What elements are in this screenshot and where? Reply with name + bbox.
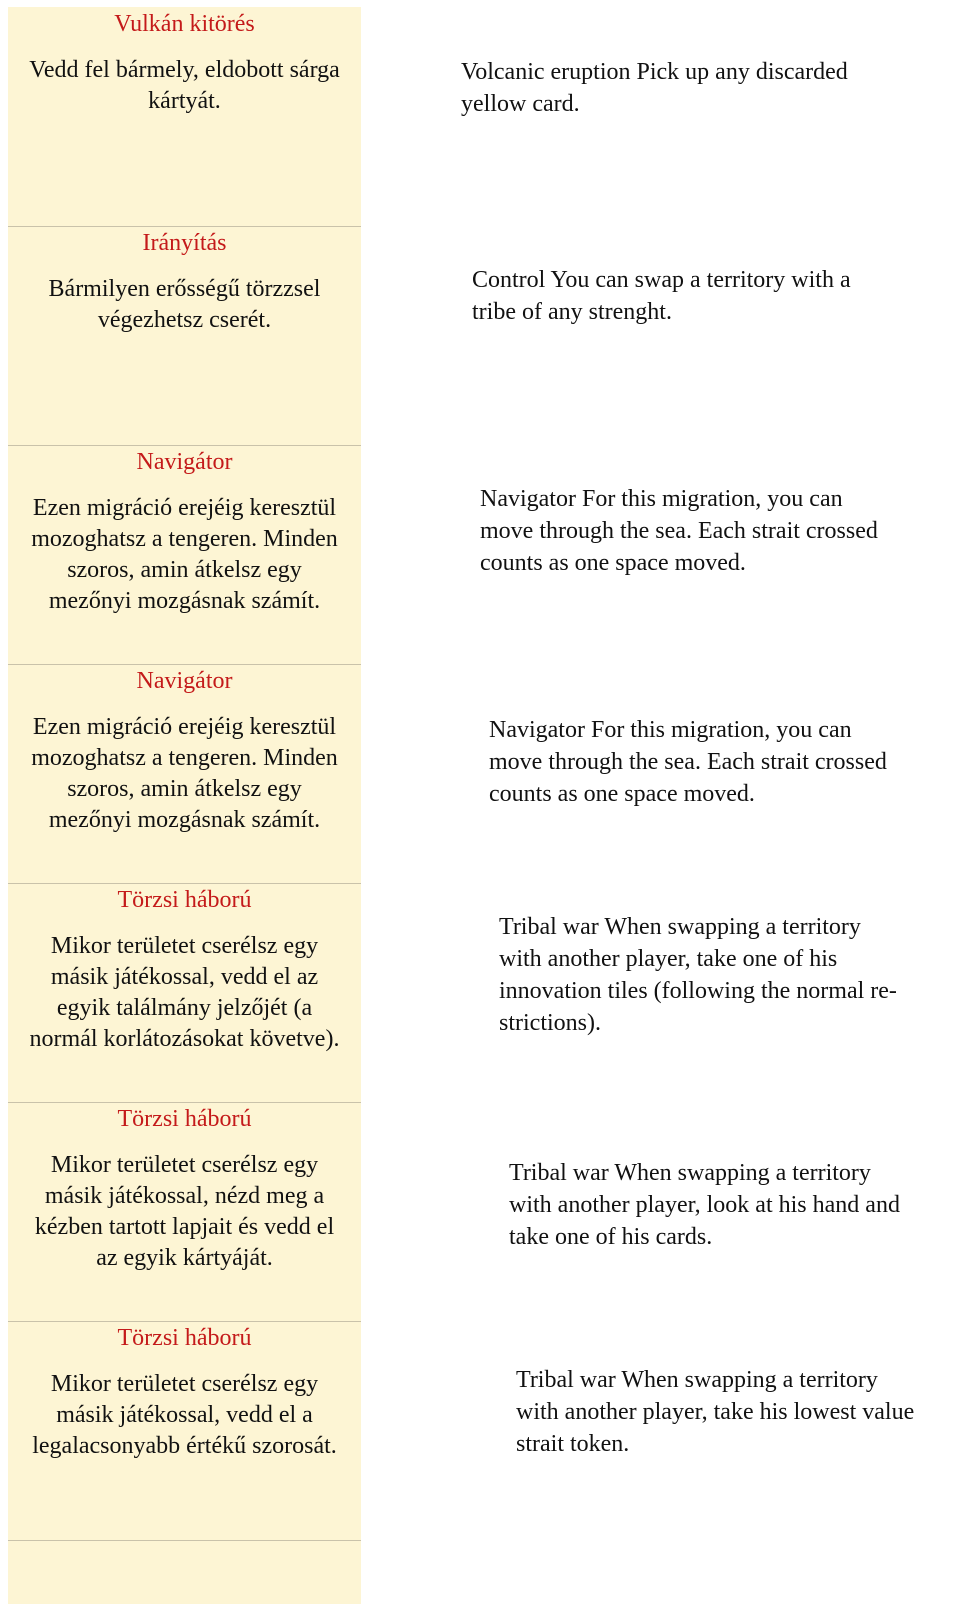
description-line: Vedd fel bármely, eldobott sárga [29,57,340,83]
card-divider [8,1321,361,1322]
translation-line: move through the sea. Each strait crossed [489,749,887,775]
translation-line: strictions). [499,1010,601,1036]
card-title: Irányítás [142,230,227,256]
description-line: mozoghatsz a tengeren. Minden [31,745,338,771]
translation-line: yellow card. [461,91,580,117]
card-english-text [472,264,851,328]
card-hungarian-text [8,885,361,1055]
translation-line: tribe of any strenght. [472,299,672,325]
card-divider [8,226,361,227]
description-line: kézben tartott lapjait és vedd el [34,1214,335,1240]
translation-line: with another player, take his lowest value [516,1399,915,1425]
card-title: Törzsi háború [117,1106,252,1132]
card-title: Navigátor [136,449,233,475]
description-line: Ezen migráció erejéig keresztül [32,495,337,521]
card-divider [8,1102,361,1103]
description-line: másik játékossal, vedd el a [56,1402,313,1428]
translation-line: Control You can swap a territory with a [472,267,851,293]
description-line: kártyát. [148,88,221,114]
card-description [8,1150,361,1274]
card-description [8,931,361,1055]
translation-line: counts as one space moved. [489,781,755,807]
translation-line: take one of his cards. [509,1224,713,1250]
description-line: szoros, amin átkelsz egy [67,776,302,802]
description-line: másik játékossal, nézd meg a [44,1183,325,1209]
description-line: az egyik kártyáját. [96,1245,273,1271]
card-hungarian-text [8,1323,361,1462]
description-line: szoros, amin átkelsz egy [67,557,302,583]
description-line: egyik találmány jelzőjét (a [56,995,313,1021]
card-description [8,493,361,617]
description-line: Mikor területet cserélsz egy [50,933,319,959]
card-english-text [509,1157,900,1253]
card-description [8,55,361,117]
card-english-text [480,483,878,579]
description-line: Ezen migráció erejéig keresztül [32,714,337,740]
card-hungarian-text [8,228,361,336]
card-description [8,274,361,336]
translation-line: Tribal war When swapping a territory [509,1160,871,1186]
card-divider [8,445,361,446]
translation-line: move through the sea. Each strait crossed [480,518,878,544]
card-description [8,712,361,836]
description-line: mezőnyi mozgásnak számít. [48,807,321,833]
translation-line: strait token. [516,1431,630,1457]
card-title: Törzsi háború [117,887,252,913]
card-hungarian-text [8,447,361,617]
card-english-text [489,714,887,810]
translation-line: Tribal war When swapping a territory [516,1367,878,1393]
description-line: legalacsonyabb értékű szorosát. [32,1433,337,1459]
card-english-text [461,56,848,120]
translation-line: Volcanic eruption Pick up any discarded [461,59,848,85]
description-line: Mikor területet cserélsz egy [50,1152,319,1178]
description-line: másik játékossal, vedd el az [50,964,319,990]
translation-line: counts as one space moved. [480,550,746,576]
description-line: normál korlátozásokat követve). [29,1026,340,1052]
card-title: Vulkán kitörés [114,11,255,37]
card-english-text [516,1364,914,1460]
description-line: végezhetsz cserét. [97,307,272,333]
card-divider [8,883,361,884]
card-hungarian-text [8,9,361,117]
card-hungarian-text [8,1104,361,1274]
translation-line: Navigator For this migration, you can [489,717,852,743]
description-line: mozoghatsz a tengeren. Minden [31,526,338,552]
card-description [8,1369,361,1462]
translation-line: innovation tiles (following the normal re- [499,978,897,1004]
card-hungarian-text [8,666,361,836]
card-divider [8,1540,361,1541]
description-line: Bármilyen erősségű törzzsel [48,276,321,302]
description-line: Mikor területet cserélsz egy [50,1371,319,1397]
description-line: mezőnyi mozgásnak számít. [48,588,321,614]
card-english-text [499,911,897,1039]
card-title: Törzsi háború [117,1325,252,1351]
translation-line: Navigator For this migration, you can [480,486,843,512]
translation-line: with another player, look at his hand and [509,1192,900,1218]
card-title: Navigátor [136,668,233,694]
translation-line: Tribal war When swapping a territory [499,914,861,940]
card-divider [8,664,361,665]
translation-line: with another player, take one of his [499,946,838,972]
